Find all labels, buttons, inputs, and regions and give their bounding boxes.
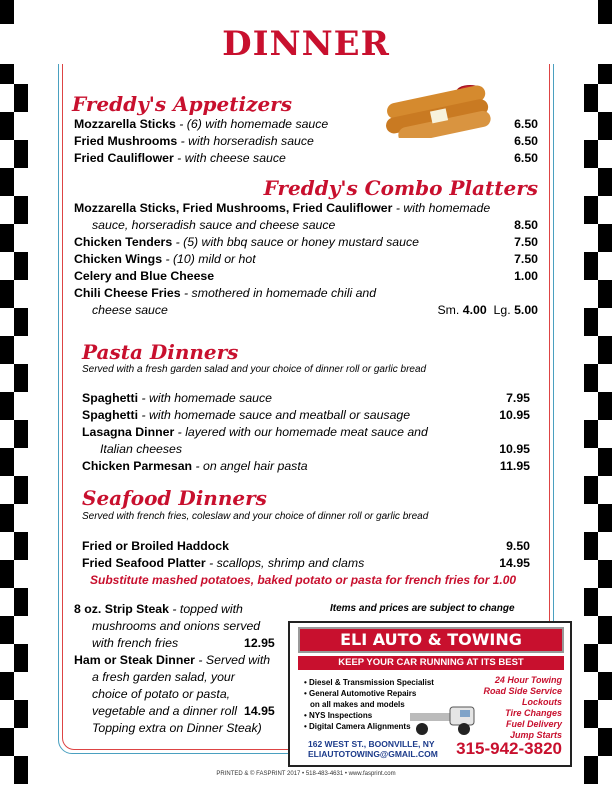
item-price: 7.50 — [514, 252, 538, 266]
item-price: 14.95 — [244, 704, 275, 718]
ad-towing-services: 24 Hour Towing Road Side Service Lockouts Tire Changes Fuel Delivery Jump Starts — [483, 675, 562, 740]
checkerboard-right-border — [584, 0, 612, 792]
menu-item-continued: mushrooms and onions served — [92, 619, 261, 633]
seafood-note: Served with french fries, coleslaw and your choice of dinner roll or garlic bread — [82, 511, 429, 522]
item-description: - smothered in homemade chili and — [180, 286, 377, 300]
item-description: - (5) with bbq sauce or honey mustard sauce — [172, 235, 419, 249]
menu-item — [74, 150, 286, 167]
item-name: Chicken Parmesan — [82, 459, 193, 473]
menu-item — [74, 133, 314, 150]
item-name: Chicken Wings — [74, 252, 163, 266]
item-description: - with homemade sauce — [138, 391, 272, 405]
menu-item-continued: cheese sauce — [92, 303, 168, 317]
menu-item — [74, 234, 419, 251]
item-name: Celery and Blue Cheese — [74, 269, 215, 283]
item-price: 6.50 — [514, 117, 538, 131]
menu-item — [82, 407, 410, 424]
item-description: - Served with — [194, 653, 271, 667]
item-price: 7.50 — [514, 235, 538, 249]
pasta-note: Served with a fresh garden salad and your choice of dinner roll or garlic bread — [82, 364, 427, 375]
item-description: - layered with our homemade meat sauce and — [174, 425, 428, 439]
menu-item-continued: sauce, horseradish sauce and cheese sauce — [92, 218, 336, 232]
item-description: - topped with — [169, 602, 243, 616]
menu-item-continued: a fresh garden salad, your — [92, 670, 235, 684]
item-name: Mozzarella Sticks, Fried Mushrooms, Fried Cauliflower — [74, 201, 393, 215]
menu-item — [74, 200, 490, 217]
item-price: 10.95 — [499, 442, 530, 456]
item-name: Lasagna Dinner — [82, 425, 175, 439]
item-price: 14.95 — [499, 556, 530, 570]
item-description: - with horseradish sauce — [177, 134, 314, 148]
menu-item — [74, 601, 243, 618]
item-price: 11.95 — [499, 459, 530, 473]
menu-item-continued: choice of potato or pasta, — [92, 687, 231, 701]
menu-item — [74, 268, 214, 285]
item-name: 8 oz. Strip Steak — [74, 602, 169, 616]
item-name: Chicken Tenders — [74, 235, 173, 249]
menu-item — [82, 424, 428, 441]
menu-item — [74, 116, 328, 133]
item-name: Mozzarella Sticks — [74, 117, 176, 131]
menu-item — [74, 652, 270, 669]
printer-footer: PRINTED & © FASPRINT 2017 • 518-483-4631 • www.fasprint.com — [216, 771, 396, 777]
menu-item — [74, 251, 256, 268]
page-title: DINNER — [0, 24, 612, 64]
item-description: - with cheese sauce — [173, 151, 286, 165]
item-price: 8.50 — [514, 218, 538, 232]
checkerboard-left-border — [0, 0, 28, 792]
item-name: Fried Cauliflower — [74, 151, 174, 165]
ad-business-name: ELI AUTO & TOWING — [298, 627, 564, 653]
item-price: 12.95 — [244, 636, 275, 650]
substitution-note: Substitute mashed potatoes, baked potato or pasta for french fries for 1.00 — [90, 573, 517, 587]
price-disclaimer: Items and prices are subject to change — [330, 603, 515, 614]
item-description: - (10) mild or hot — [162, 252, 256, 266]
ad-services-list: • Diesel & Transmission Specialist • General Automotive Repairs on all makes and models • NYS Inspections • Digital Camera Alignments — [304, 678, 434, 731]
menu-item — [74, 285, 376, 302]
item-name: Fried or Broiled Haddock — [82, 539, 229, 553]
item-name: Spaghetti — [82, 391, 139, 405]
ad-address: 162 WEST ST., BOONVILLE, NY ELIAUTOTOWING@GMAIL.COM — [308, 739, 438, 759]
appetizers-heading: Freddy's Appetizers — [72, 92, 292, 116]
item-description: - with homemade — [392, 201, 491, 215]
tow-truck-icon — [410, 703, 480, 739]
item-description: - with homemade sauce and meatball or sausage — [138, 408, 411, 422]
item-price: 1.00 — [514, 269, 538, 283]
item-price: 6.50 — [514, 134, 538, 148]
menu-item — [82, 555, 364, 572]
ad-tagline: KEEP YOUR CAR RUNNING AT ITS BEST — [298, 656, 564, 670]
menu-item-continued: with french fries — [92, 636, 179, 650]
item-price: 7.95 — [506, 391, 530, 405]
eli-auto-ad — [288, 621, 572, 767]
item-price: 6.50 — [514, 151, 538, 165]
combo-heading: Freddy's Combo Platters — [263, 176, 538, 200]
mozzarella-sticks-image — [378, 76, 508, 138]
item-name: Fried Seafood Platter — [82, 556, 206, 570]
menu-item-continued: vegetable and a dinner roll — [92, 704, 237, 718]
ad-phone-number: 315-942-3820 — [456, 739, 562, 758]
item-price: 9.50 — [506, 539, 530, 553]
item-description: - on angel hair pasta — [192, 459, 308, 473]
item-name: Ham or Steak Dinner — [74, 653, 195, 667]
menu-item-continued: Italian cheeses — [100, 442, 183, 456]
menu-item — [82, 458, 308, 475]
item-description: - scallops, shrimp and clams — [205, 556, 365, 570]
item-description: - (6) with homemade sauce — [175, 117, 329, 131]
item-name: Fried Mushrooms — [74, 134, 178, 148]
item-price: 10.95 — [499, 408, 530, 422]
menu-item — [82, 390, 272, 407]
item-price-sizes: Sm. 4.00 Lg. 5.00 — [437, 303, 538, 317]
menu-item — [82, 538, 229, 555]
pasta-heading: Pasta Dinners — [82, 340, 239, 364]
seafood-heading: Seafood Dinners — [82, 486, 267, 510]
menu-item-continued: Topping extra on Dinner Steak) — [92, 721, 262, 735]
item-name: Chili Cheese Fries — [74, 286, 181, 300]
item-name: Spaghetti — [82, 408, 139, 422]
